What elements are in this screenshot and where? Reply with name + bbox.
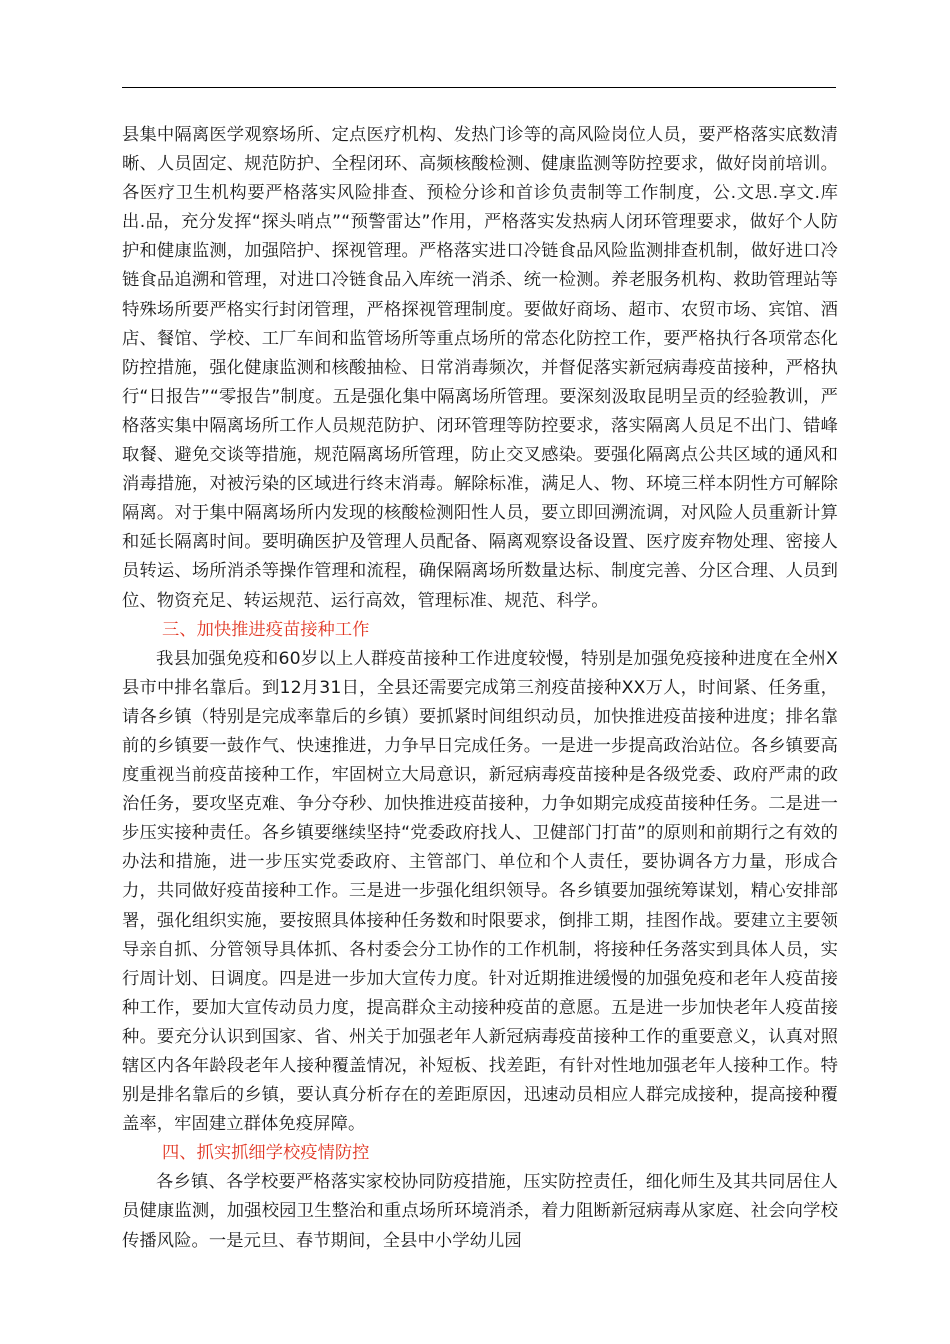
paragraph-vaccination: 我县加强免疫和60岁以上人群疫苗接种工作进度较慢，特别是加强免疫接种进度在全州X县市中排名靠后。到12月31日，全县还需要完成第三剂疫苗接种XX万人，时间紧、任务重，请各乡镇（特别是完成率靠后的乡镇）要抓紧时间组织动员，加快推进疫苗接种进度；排名靠前的乡镇要一鼓作气、快速推进，力争早日完成任务。一是进一步提高政治站位。各乡镇要高度重视当前疫苗接种工作，牢固树立大局意识，新冠病毒疫苗接种是各级党委、政府严肃的政治任务，要攻坚克难、争分夺秒、加快推进疫苗接种，力争如期完成疫苗接种任务。二是进一步压实接种责任。各乡镇要继续坚持“党委政府找人、卫健部门打苗”的原则和前期行之有效的办法和措施，进一步压实党委政府、主管部门、单位和个人责任，要协调各方力量，形成合力，共同做好疫苗接种工作。三是进一步强化组织领导。各乡镇要加强统筹谋划，精心安排部署，强化组织实施，要按照具体接种任务数和时限要求，倒排工期，挂图作战。要建立主要领导亲自抓、分管领导具体抓、各村委会分工协作的工作机制，将接种任务落实到具体人员，实行周计划、日调度。四是进一步加大宣传力度。针对近期推进缓慢的加强免疫和老年人疫苗接种工作，要加大宣传动员力度，提高群众主动接种疫苗的意愿。五是进一步加快老年人疫苗接种。要充分认识到国家、省、州关于加强老年人新冠病毒疫苗接种工作的重要意义，认真对照辖区内各年龄段老年人接种覆盖情况，补短板、找差距，有针对性地加强老年人接种工作。特别是排名靠后的乡镇，要认真分析存在的差距原因，迅速动员相应人群完成接种，提高接种覆盖率，牢固建立群体免疫屏障。: [122, 648, 838, 1135]
paragraph-school-prevention: 各乡镇、各学校要严格落实家校协同防疫措施，压实防控责任，细化师生及其共同居住人员健康监测，加强校园卫生整治和重点场所环境消杀，着力阻断新冠病毒从家庭、社会向学校传播风险。一是元旦、春节期间，全县中小学幼儿园: [122, 1172, 838, 1251]
section-heading-school-prevention: 四、抓实抓细学校疫情防控: [162, 1143, 370, 1164]
paragraph-isolation-management: 县集中隔离医学观察场所、定点医疗机构、发热门诊等的高风险岗位人员，要严格落实底数清晰、人员固定、规范防护、全程闭环、高频核酸检测、健康监测等防控要求，做好岗前培训。各医疗卫生机构要严格落实风险排查、预检分诊和首诊负责制等工作制度，公.文思.享文.库出.品，充分发挥“探头哨点”“预警雷达”作用，严格落实发热病人闭环管理要求，做好个人防护和健康监测，加强陪护、探视管理。严格落实进口冷链食品风险监测排查机制，做好进口冷链食品追溯和管理，对进口冷链食品入库统一消杀、统一检测。养老服务机构、救助管理站等特殊场所要严格实行封闭管理，严格探视管理制度。要做好商场、超市、农贸市场、宾馆、酒店、餐馆、学校、工厂车间和监管场所等重点场所的常态化防控工作，要严格执行各项常态化防控措施，强化健康监测和核酸抽检、日常消毒频次，并督促落实新冠病毒疫苗接种，严格执行“日报告”“零报告”制度。五是强化集中隔离场所管理。要深刻汲取昆明呈贡的经验教训，严格落实集中隔离场所工作人员规范防护、闭环管理等防控要求，落实隔离人员足不出门、错峰取餐、避免交谈等措施，规范隔离场所管理，防止交叉感染。要强化隔离点公共区域的通风和消毒措施，对被污染的区域进行终末消毒。解除标准，满足人、物、环境三样本阴性方可解除隔离。对于集中隔离场所内发现的核酸检测阳性人员，要立即回溯流调，对风险人员重新计算和延长隔离时间。要明确医护及管理人员配备、隔离观察设备设置、医疗废弃物处理、密接人员转运、场所消杀等操作管理和流程，确保隔离场所数量达标、制度完善、分区合理、人员到位、物资充足、转运规范、运行高效，管理标准、规范、科学。: [122, 125, 838, 611]
header-rule: [122, 87, 836, 88]
document-body: [122, 121, 838, 1256]
section-heading-vaccination: 三、加快推进疫苗接种工作: [162, 619, 370, 640]
